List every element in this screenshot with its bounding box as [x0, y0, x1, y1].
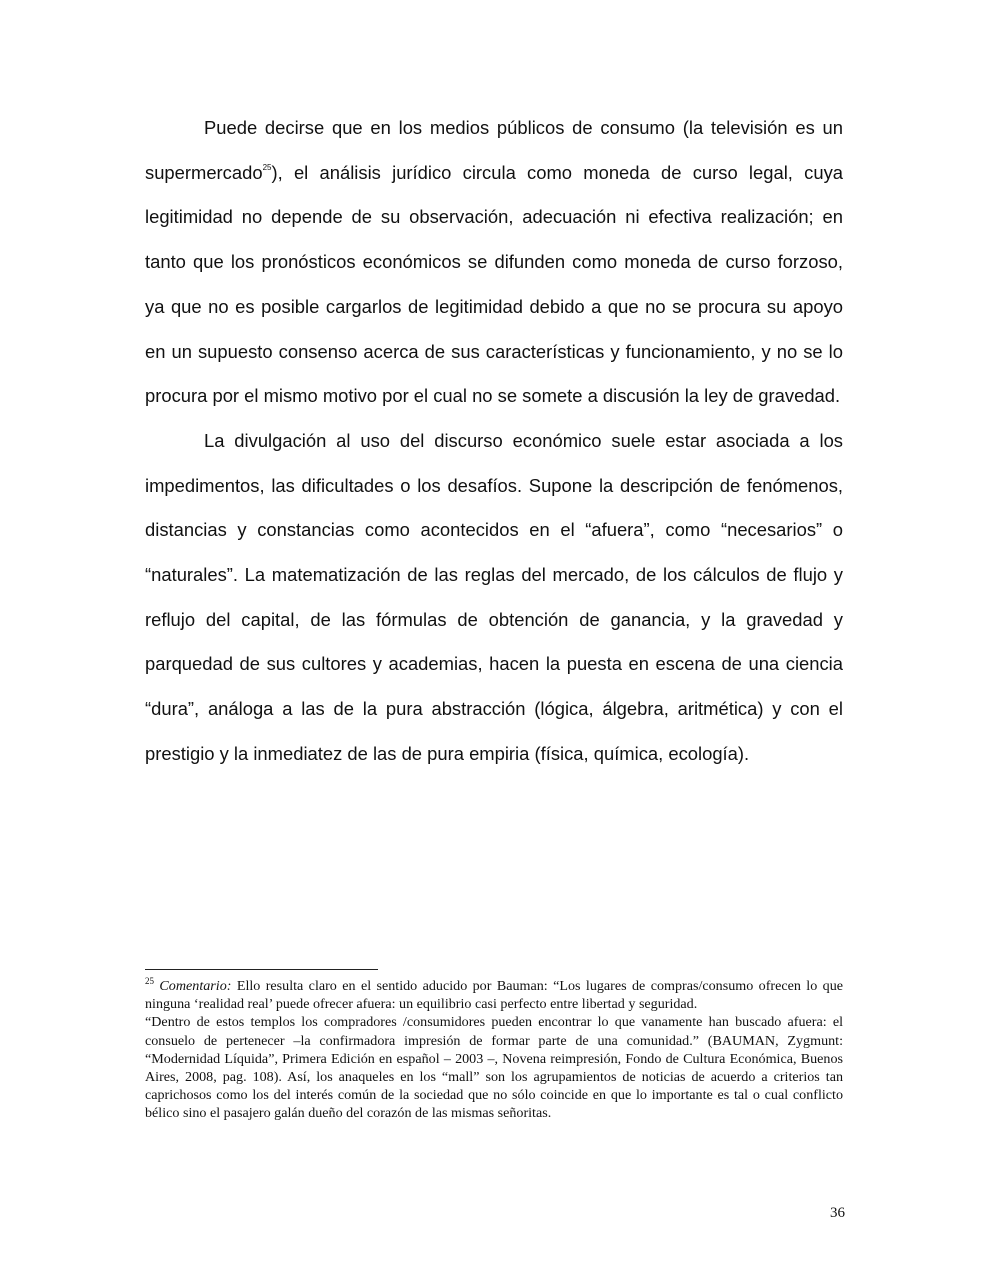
paragraph-1-text-b: ), el análisis jurídico circula como moneda de curso legal, cuya legitimidad no depende de su observación, adecuación ni efectiva realización; en tanto que los pronósticos económicos se difunden como moneda de curso forzoso, ya que no es posible cargarlos de legitimidad debido a que no se procura su apoyo en un supuesto consenso acerca de sus características y funcionamiento, y no se lo procura por el mismo motivo por el cual no se somete a discusión la ley de gravedad. — [145, 161, 843, 407]
page-number: 36 — [830, 1205, 845, 1221]
footnote-separator — [145, 969, 378, 970]
footnote-number: 25 — [145, 976, 154, 986]
body-text — [145, 106, 843, 777]
paragraph-2: La divulgación al uso del discurso económico suele estar asociada a los impedimentos, las dificultades o los desafíos. Supone la descripción de fenómenos, distancias y constancias como acontecidos en el “afuera”, como “necesarios” o “naturales”. La matematización de las reglas del mercado, de los cálculos de flujo y reflujo del capital, de las fórmulas de obtención de ganancia, y la gravedad y parquedad de sus cultores y academias, hacen la puesta en escena de una ciencia “dura”, análoga a las de la pura abstracción (lógica, álgebra, aritmética) y con el prestigio y la inmediatez de las de pura empiria (física, química, ecología). — [145, 429, 843, 764]
paragraph-1-text-a: Puede decirse que en los medios públicos de consumo (la televisión es un supermercado — [145, 117, 843, 183]
footnote-25 — [145, 977, 843, 1123]
footnote-reference-25[interactable]: 25 — [262, 162, 272, 172]
footnote-label: Comentario: — [159, 978, 232, 994]
footnote-paragraph-1 — [145, 977, 843, 1013]
paragraph-1 — [145, 106, 843, 419]
footnote-text-1: Ello resulta claro en el sentido aducido por Bauman: “Los lugares de compras/consumo ofrecen lo que ninguna ‘realidad real’ puede ofrecer afuera: un equilibrio casi perfecto entre libertad y seguridad. — [145, 978, 843, 1013]
footnote-paragraph-2: “Dentro de estos templos los compradores /consumidores pueden encontrar lo que vanamente han buscado afuera: el consuelo de pertenecer –la confirmadora impresión de formar parte de una comunidad.” (BAUMAN, Zygmunt: “Modernidad Líquida”, Primera Edición en español – 2003 –, Novena reimpresión, Fondo de Cultura Económica, Buenos Aires, 2008, pag. 108). Así, los anaqueles en los “mall” son los agrupamientos de noticias de acuerdo a criterios tan caprichosos como los del interés común de la sociedad que no sólo coincide en que lo importante es tal o cual conflicto bélico sino el pasajero galán dueño del corazón de las mismas señoritas. — [145, 1014, 843, 1122]
